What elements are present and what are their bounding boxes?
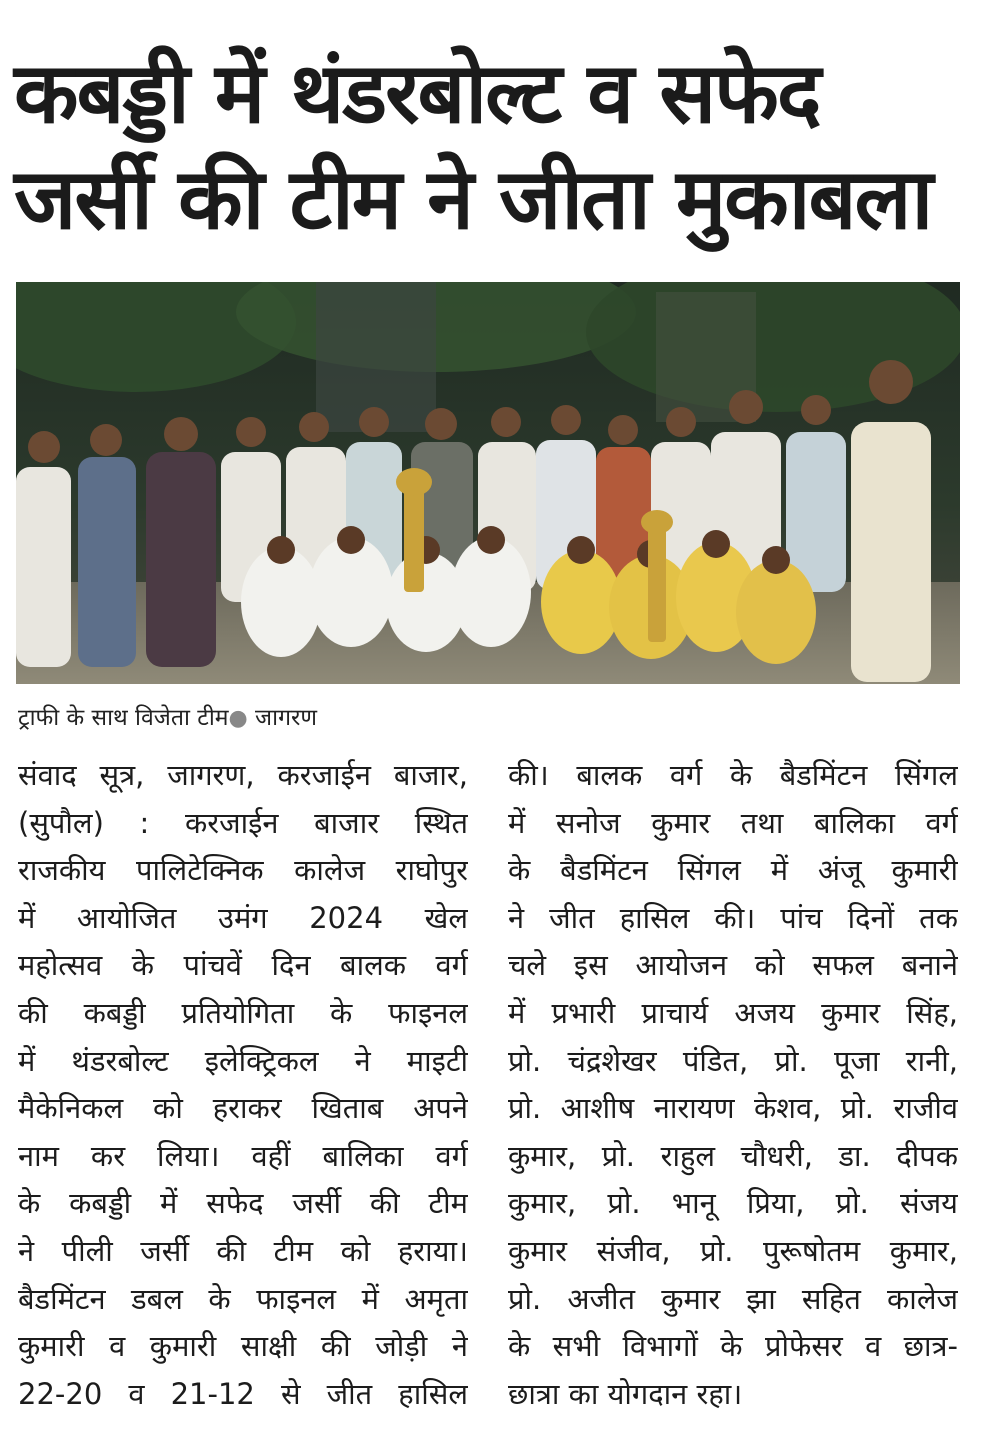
article-line: छात्रा का योगदान रहा। [508, 1376, 743, 1411]
photo-credit: जागरण [255, 705, 318, 731]
article-line: कुमार, प्रो. भानू प्रिया, प्रो. संजय [508, 1186, 958, 1221]
article-line: में थंडरबोल्ट इलेक्ट्रिकल ने माइटी [18, 1043, 468, 1078]
headline-line-1: कबड्डी में थंडरबोल्ट व सफेद [14, 44, 820, 142]
article-line: में सनोज कुमार तथा बालिका वर्ग [508, 805, 958, 840]
headline [14, 40, 964, 252]
article-column-right [508, 752, 958, 1418]
article-line: कुमारी व कुमारी साक्षी की जोड़ी ने [18, 1329, 468, 1364]
article-line: नाम कर लिया। वहीं बालिका वर्ग [18, 1138, 468, 1173]
article-line: प्रो. आशीष नारायण केशव, प्रो. राजीव [508, 1091, 958, 1126]
team-photo-illustration [16, 282, 960, 684]
article-line: चले इस आयोजन को सफल बनाने [508, 948, 958, 983]
article-line: ने जीत हासिल की। पांच दिनों तक [508, 900, 958, 935]
team-photo [16, 282, 960, 684]
article-line: कुमार संजीव, प्रो. पुरूषोतम कुमार, [508, 1233, 958, 1268]
headline-line-2: जर्सी की टीम ने जीता मुकाबला [14, 150, 932, 248]
article-line: मैकेनिकल को हराकर खिताब अपने [18, 1091, 468, 1126]
article-line: में प्रभारी प्राचार्य अजय कुमार सिंह, [508, 995, 958, 1030]
bullet-icon: ● [228, 706, 248, 731]
article-column-left [18, 752, 468, 1418]
article-line: महोत्सव के पांचवें दिन बालक वर्ग [18, 948, 468, 983]
article-line: ने पीली जर्सी की टीम को हराया। [18, 1233, 468, 1268]
article-line: बैडमिंटन डबल के फाइनल में अमृता [18, 1281, 468, 1316]
article-line: 22-20 व 21-12 से जीत हासिल [18, 1376, 468, 1411]
article-line: के बैडमिंटन सिंगल में अंजू कुमारी [508, 853, 958, 888]
article-line: राजकीय पालिटेक्निक कालेज राघोपुर [18, 853, 468, 888]
article-line: के कबड्डी में सफेद जर्सी की टीम [18, 1186, 468, 1221]
article-line: की कबड्डी प्रतियोगिता के फाइनल [18, 995, 468, 1030]
article-line: प्रो. चंद्रशेखर पंडित, प्रो. पूजा रानी, [508, 1043, 958, 1078]
article-line: की। बालक वर्ग के बैडमिंटन सिंगल [508, 758, 958, 792]
article-line: संवाद सूत्र, जागरण, करजाईन बाजार, [18, 758, 468, 792]
article-line: में आयोजित उमंग 2024 खेल [18, 900, 468, 935]
article-line: के सभी विभागों के प्रोफेसर व छात्र- [508, 1329, 958, 1364]
article-line: कुमार, प्रो. राहुल चौधरी, डा. दीपक [508, 1138, 958, 1173]
article-line: प्रो. अजीत कुमार झा सहित कालेज [508, 1281, 958, 1316]
caption-text: ट्राफी के साथ विजेता टीम [18, 705, 229, 731]
article-line: (सुपौल) : करजाईन बाजार स्थित [18, 805, 468, 840]
photo-caption [18, 702, 317, 734]
